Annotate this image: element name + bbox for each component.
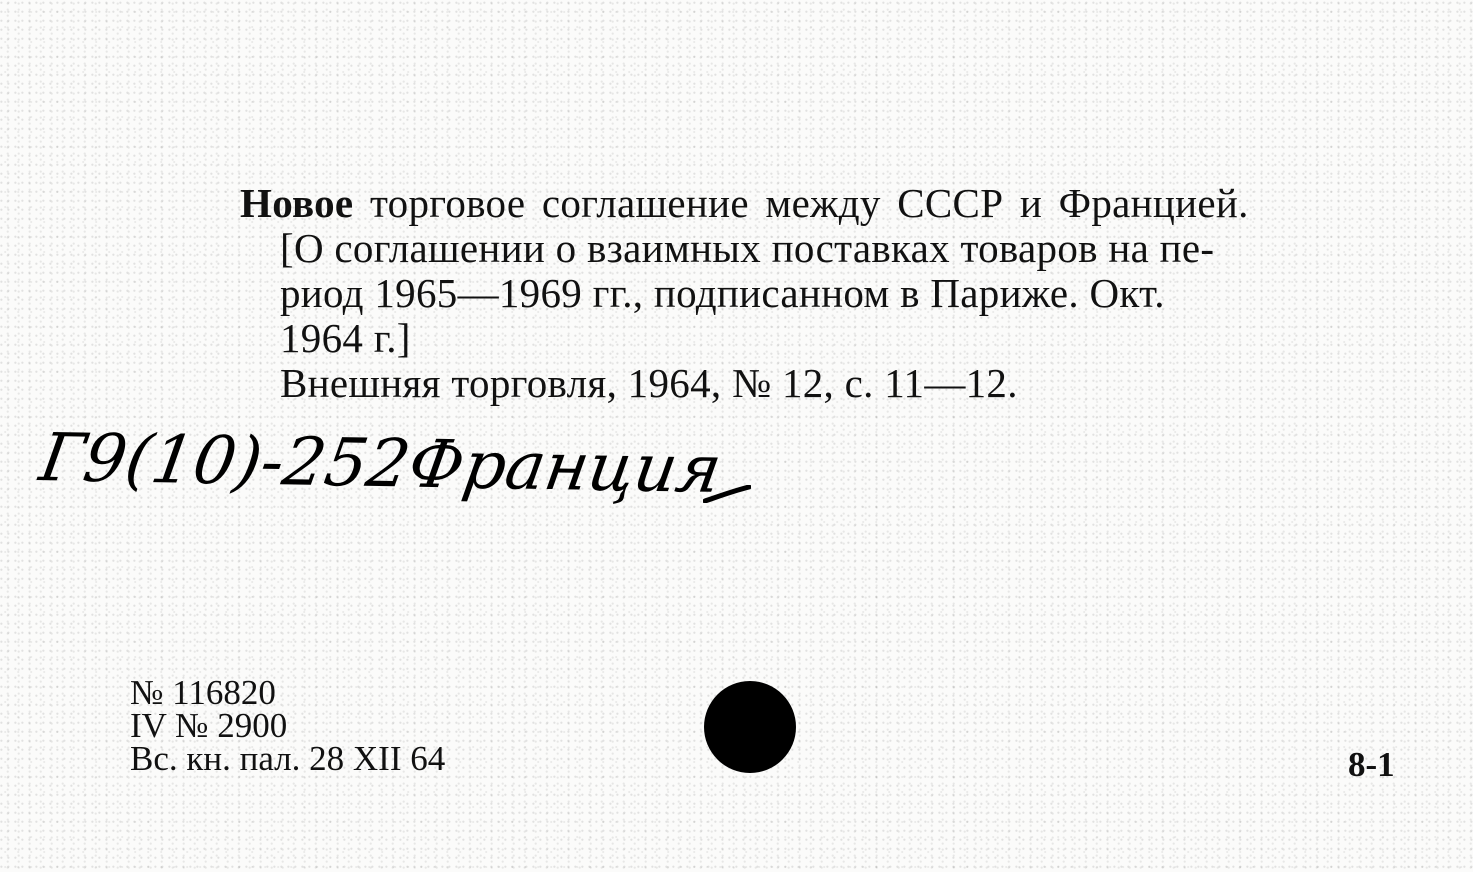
card-metadata: [130, 673, 446, 778]
bibliographic-entry: [240, 181, 1410, 406]
entry-source: Внешняя торговля, 1964, № 12, с. 11—12.: [280, 360, 1018, 406]
card-number: № 116820: [130, 673, 276, 712]
card-chamber-date: Вс. кн. пал. 28 XII 64: [130, 739, 446, 778]
entry-title-line: [240, 181, 1410, 226]
card-series: IV № 2900: [130, 706, 288, 745]
entry-note-line-3: 1964 г.]: [280, 315, 411, 361]
punch-hole: [704, 681, 796, 773]
entry-note-line-2: риод 1965—1969 гг., подписанном в Париже. Окт.: [280, 270, 1165, 316]
handwritten-classification: Г9(10)-252Франция: [34, 419, 727, 508]
entry-title-bold: Новое: [240, 180, 354, 226]
entry-note-line-1: [О соглашении о взаимных поставках товаров на пе-: [280, 225, 1215, 271]
card-code: 8-1: [1348, 745, 1395, 784]
handwritten-stroke-mark: [703, 485, 751, 503]
entry-title-rest: торговое соглашение между СССР и Францией.: [353, 180, 1249, 226]
